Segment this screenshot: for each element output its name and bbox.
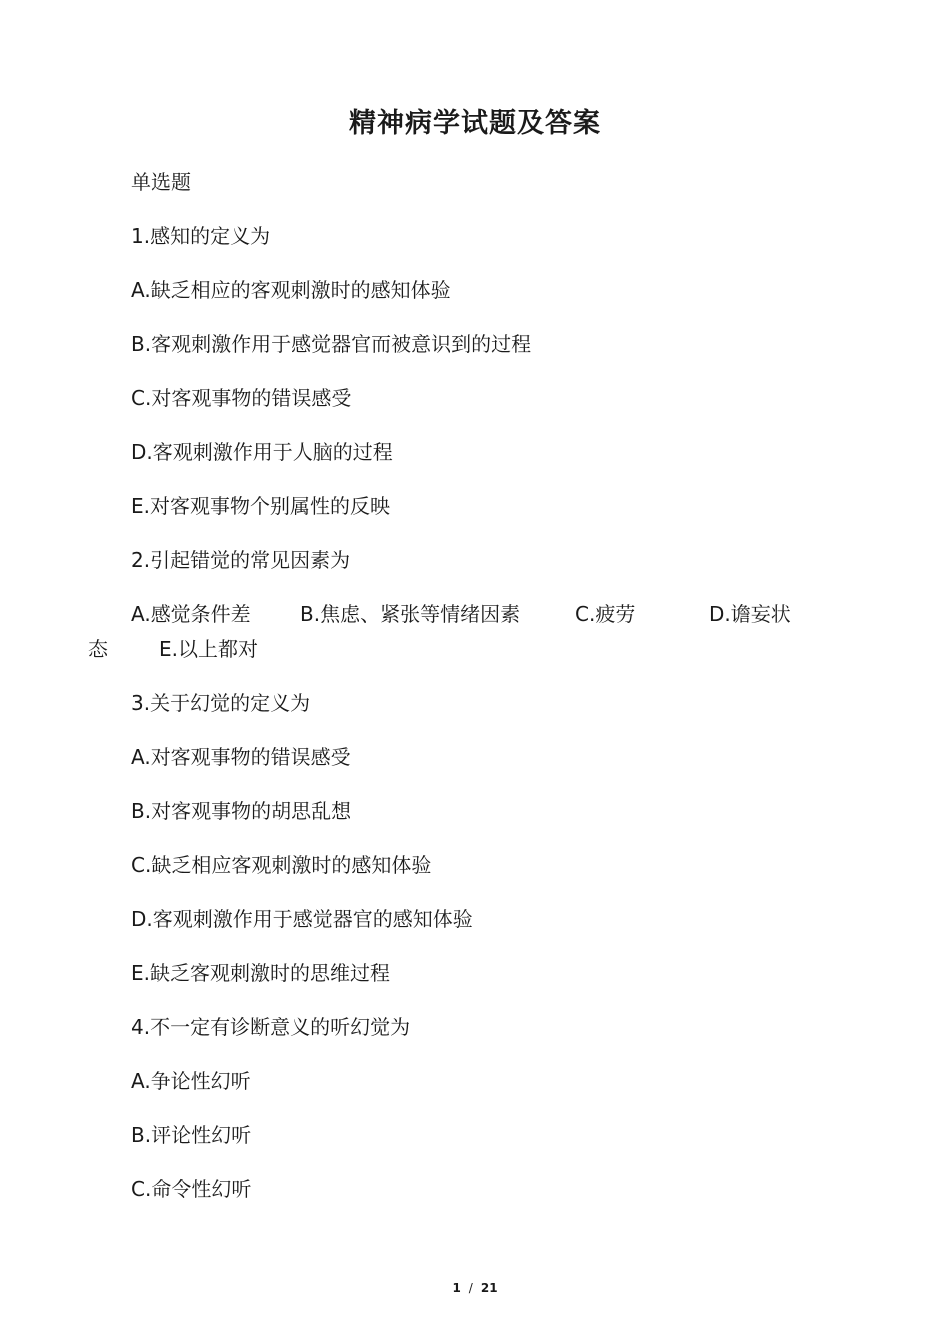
page-separator: / xyxy=(468,1281,473,1295)
question-2-option-b: B.焦虑、紧张等情绪因素 xyxy=(300,602,521,626)
question-2-option-d: D.谵妄状 xyxy=(709,602,791,626)
question-1-option-c: C.对客观事物的错误感受 xyxy=(131,386,352,410)
question-1-option-a: A.缺乏相应的客观刺激时的感知体验 xyxy=(131,278,451,302)
question-2-option-a: A.感觉条件差 xyxy=(131,602,251,626)
total-pages: 21 xyxy=(480,1281,498,1295)
question-2-option-e: E.以上都对 xyxy=(159,637,258,661)
question-3-option-a: A.对客观事物的错误感受 xyxy=(131,745,351,769)
section-heading: 单选题 xyxy=(131,170,191,194)
question-1-option-b: B.客观刺激作用于感觉器官而被意识到的过程 xyxy=(131,332,532,356)
question-3-stem: 3.关于幻觉的定义为 xyxy=(131,691,311,715)
question-1-option-e: E.对客观事物个别属性的反映 xyxy=(131,494,390,518)
question-3-option-b: B.对客观事物的胡思乱想 xyxy=(131,799,352,823)
question-4-option-a: A.争论性幻听 xyxy=(131,1069,251,1093)
question-1-option-d: D.客观刺激作用于人脑的过程 xyxy=(131,440,393,464)
question-1-stem: 1.感知的定义为 xyxy=(131,224,271,248)
question-4-option-b: B.评论性幻听 xyxy=(131,1123,252,1147)
question-2-option-d-continued: 态 xyxy=(88,637,108,661)
question-4-option-c: C.命令性幻听 xyxy=(131,1177,252,1201)
question-4-stem: 4.不一定有诊断意义的听幻觉为 xyxy=(131,1015,411,1039)
question-2-option-c: C.疲劳 xyxy=(575,602,636,626)
document-title: 精神病学试题及答案 xyxy=(349,108,601,139)
question-3-option-e: E.缺乏客观刺激时的思维过程 xyxy=(131,961,390,985)
page-number xyxy=(0,1279,950,1297)
question-3-option-d: D.客观刺激作用于感觉器官的感知体验 xyxy=(131,907,473,931)
current-page: 1 xyxy=(452,1281,461,1295)
question-3-option-c: C.缺乏相应客观刺激时的感知体验 xyxy=(131,853,432,877)
question-2-stem: 2.引起错觉的常见因素为 xyxy=(131,548,351,572)
